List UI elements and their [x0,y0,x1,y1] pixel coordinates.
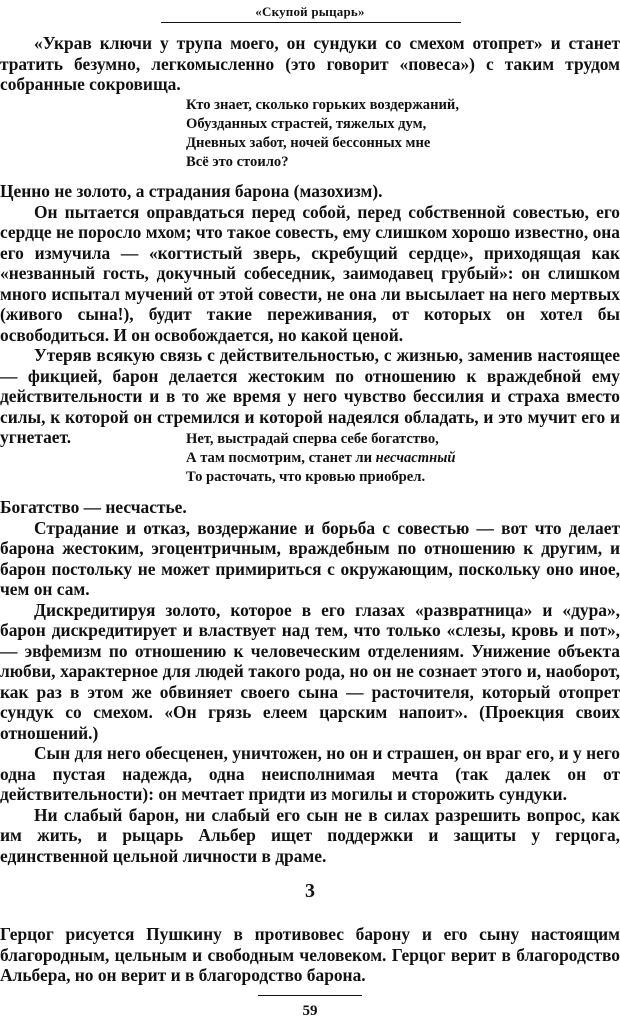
paragraph-3: Он пытается оправдаться перед собой, перед собственной совестью, его сердце не поросло мхом; что такое совесть, ему слишком хорошо известно, она его измучила — «когтистый зверь, скребущий сердце», приходящая как «незванный гость, докучный собеседник, заимодавец грубый»: он слишком много испытал мучений от этой совести, не она ли высылает на него мертвых (живого сына!), будит такие переживания, от которых он хотел бы освободиться. И он освобождается, но какой ценой. [0,201,620,345]
footer-rule [258,995,362,996]
paragraph-9: Ни слабый барон, ни слабый его сын не в силах разрешить вопрос, как им жить, и рыцарь Альбер ищет поддержки и защиты у герцога, единственной цельной личности в драме. [0,804,620,866]
header-rule [161,22,461,23]
verse-line: Дневных забот, ночей бессонных мне [186,135,431,151]
verse-quote-1 [186,96,459,172]
verse-line: Нет, выстрадай сперва себе богатство, [186,431,439,447]
paragraph-7: Дискредитируя золото, которое в его глазах «развратница» и «дура», барон дискредитирует и властвует над тем, что только «слезы, кровь и пот», — эвфемизм по отношению к человеческим отделениям. Унижение объекта любви, характерное для людей такого рода, но он не сознает этого и, наоборот, как раз в этом же обвиняет своего сына — расточителя, который отопрет сундук со смехом. «Он грязь елеем царским напоит». (Проекция своих отношений.) [0,599,620,743]
verse-line: А там посмотрим, станет ли несчастный [186,450,456,466]
verse-line: То расточать, что кровью приобрел. [186,469,426,485]
running-title: «Скупой рыцарь» [255,4,365,19]
verse-line: Кто знает, сколько горьких воздержаний, [186,97,459,113]
paragraph-2: Ценно не золото, а страдания барона (мазохизм). [0,181,383,201]
paragraph-6: Страдание и отказ, воздержание и борьба с совестью — вот что делает барона жестоким, эгоцентричным, враждебным по отношению к другим, и барон постольку не может примириться с окружающим, поскольку оно иное, чем он сам. [0,517,620,599]
paragraph-5: Богатство — несчастье. [0,497,187,517]
section-number: 3 [305,880,315,902]
paragraph-10: Герцог рисуется Пушкину в противовес барону и его сыну настоящим благородным, цельным и свободным человеком. Герцог верит в благородство Альбера, но он верит и в благородство барона. [0,924,620,985]
paragraph-4: Утеряв всякую связь с действительностью, с жизнью, заменив настоящее — фикцией, барон делается жестоким по отношению к враждебной ему действительности и в то же время у него чувство бессилия и страха вместо силы, к которой он стремился и которой надеялся обладать, и это мучит его и угнетает. [0,345,620,447]
verse-quote-2 [186,430,455,487]
paragraph-1: «Украв ключи у трупа моего, он сундуки со смехом отопрет» и станет тратить безумно, легкомысленно (это говорит «повеса») с таким трудом собранные сокровища. [0,33,620,94]
verse-line: Обузданных страстей, тяжелых дум, [186,116,427,132]
paragraph-8: Сын для него обесценен, уничтожен, но он и страшен, он враг его, и у него одна пустая надежда, одна неисполнимая мечта (так далек он от действительности): он мечтает придти из могилы и сторожить сундуки. [0,743,620,804]
verse-line: Всё это стоило? [186,154,289,170]
page-number: 59 [302,1003,318,1019]
